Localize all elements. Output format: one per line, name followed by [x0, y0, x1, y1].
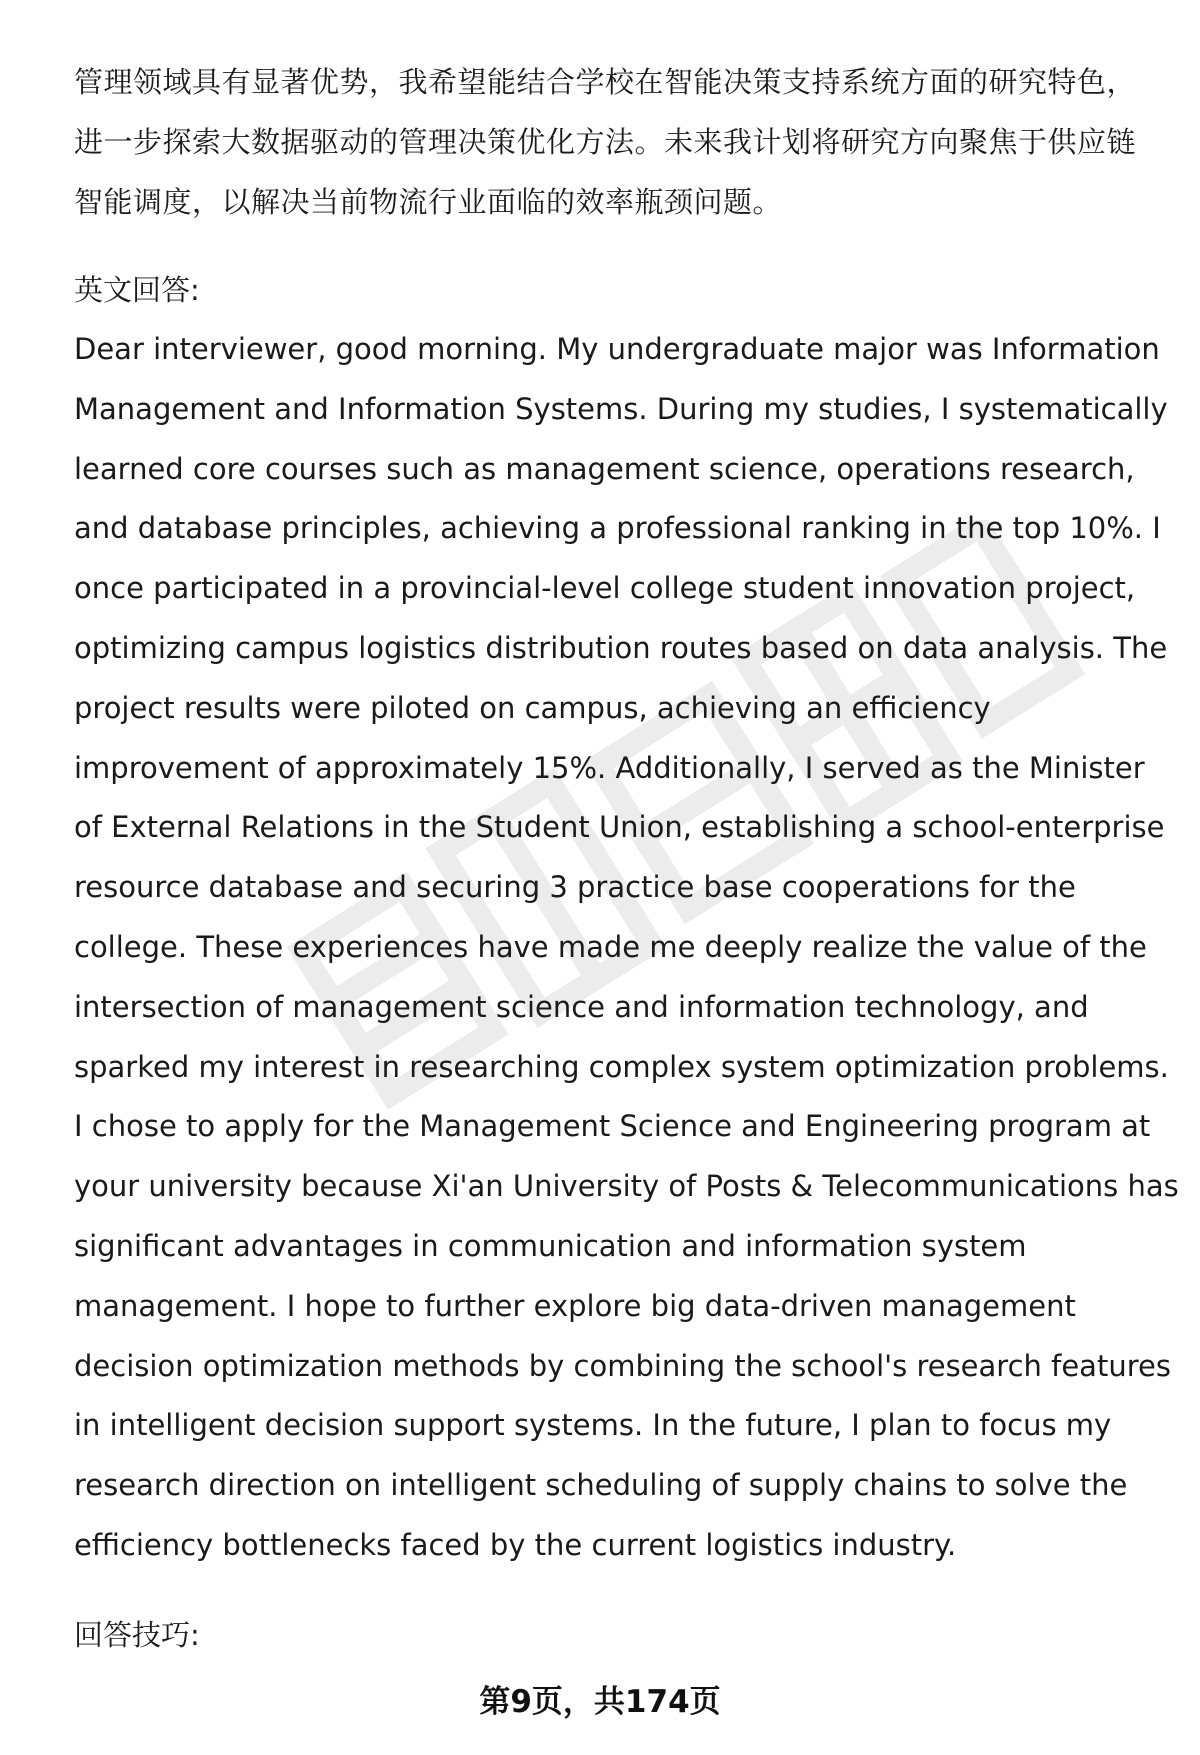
intro-paragraph-cn	[74, 52, 1154, 232]
english-answer-line: Dear interviewer, good morning. My undergraduate major was Information	[74, 332, 1160, 366]
english-answer-line: significant advantages in communication and information system	[74, 1228, 1027, 1263]
english-answer-line: decision optimization methods by combining the school's research features	[74, 1348, 1171, 1383]
english-answer-line: project results were piloted on campus, achieving an efficiency	[74, 690, 991, 725]
english-answer-line: Management and Information Systems. During my studies, I systematically	[74, 391, 1168, 426]
english-answer-line: resource database and securing 3 practice base cooperations for the	[74, 870, 1076, 905]
english-answer-paragraph	[74, 320, 1179, 1576]
english-answer-line: in intelligent decision support systems. In the future, I plan to focus my	[74, 1408, 1112, 1443]
english-answer-line: I chose to apply for the Management Science and Engineering program at	[74, 1109, 1151, 1144]
english-answer-line: research direction on intelligent scheduling of supply chains to solve the	[74, 1468, 1128, 1503]
english-answer-line: your university because Xi'an University of Posts & Telecommunications has	[74, 1169, 1179, 1204]
intro-cn-line: 智能调度，以解决当前物流行业面临的效率瓶颈问题。	[74, 185, 783, 219]
english-answer-line: of External Relations in the Student Union, establishing a school-enterprise	[74, 810, 1165, 845]
english-answer-line: intersection of management science and information technology, and	[74, 989, 1089, 1024]
intro-cn-line: 进一步探索大数据驱动的管理决策优化方法。未来我计划将研究方向聚焦于供应链	[74, 125, 1137, 159]
english-answer-label: 英文回答:	[74, 273, 200, 307]
english-answer-line: optimizing campus logistics distribution routes based on data analysis. The	[74, 630, 1168, 665]
english-answer-line: efficiency bottlenecks faced by the current logistics industry.	[74, 1527, 957, 1562]
intro-cn-line: 管理领域具有显著优势，我希望能结合学校在智能决策支持系统方面的研究特色，	[74, 65, 1137, 99]
english-answer-line: once participated in a provincial-level college student innovation project,	[74, 571, 1136, 606]
english-answer-line: learned core courses such as management science, operations research,	[74, 451, 1135, 486]
answer-tips-label: 回答技巧:	[74, 1618, 200, 1652]
english-answer-line: sparked my interest in researching complex system optimization problems.	[74, 1049, 1169, 1084]
english-answer-line: improvement of approximately 15%. Additionally, I served as the Minister	[74, 750, 1145, 785]
english-answer-line: college. These experiences have made me deeply realize the value of the	[74, 929, 1147, 964]
page-number: 第9页，共174页	[479, 1684, 721, 1720]
english-answer-line: and database principles, achieving a professional ranking in the top 10%. I	[74, 511, 1161, 546]
english-answer-line: management. I hope to further explore big data-driven management	[74, 1288, 1076, 1323]
